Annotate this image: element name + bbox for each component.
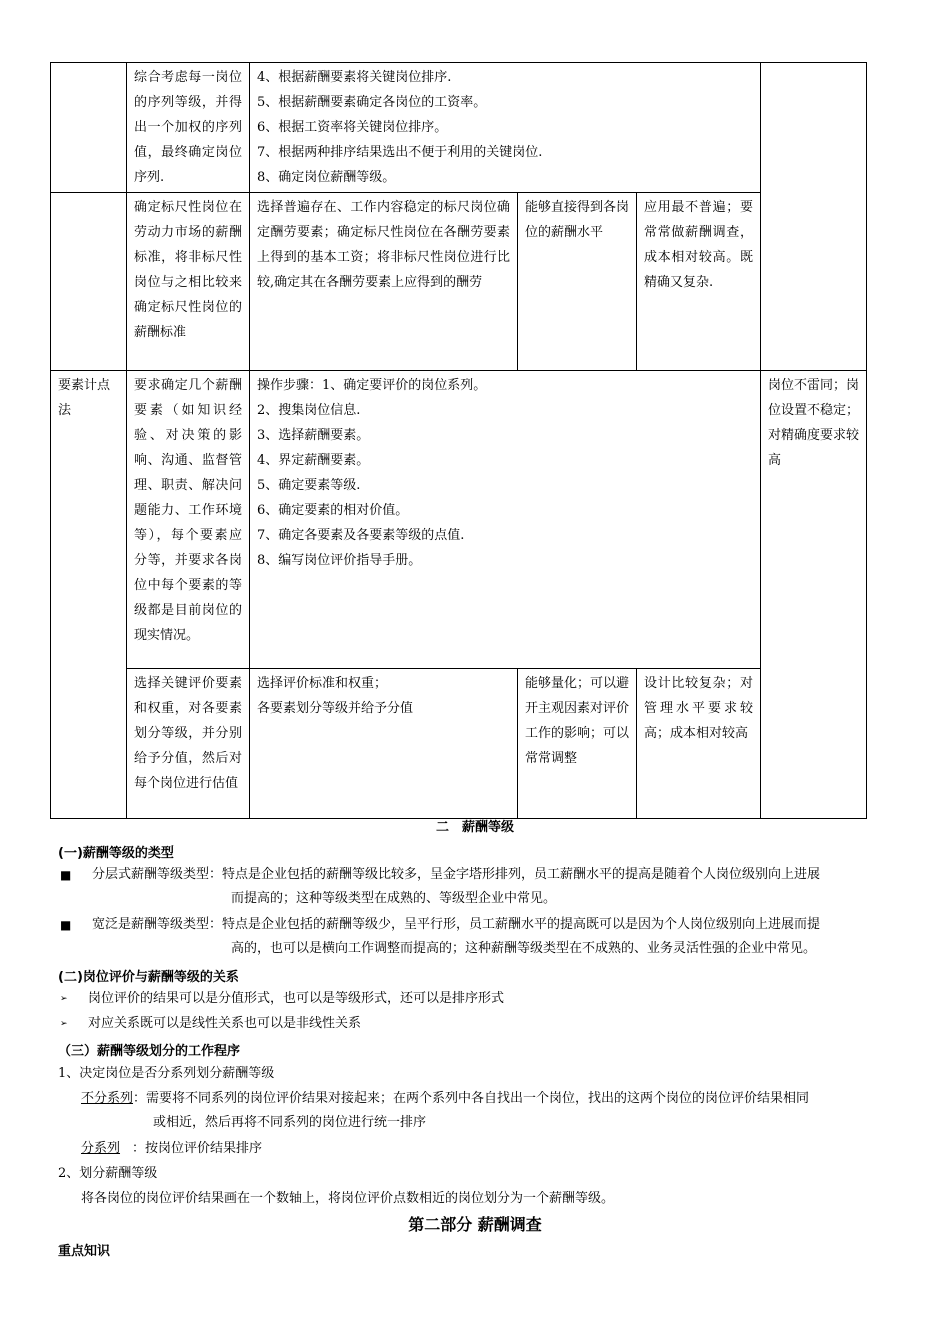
no-split-text: ：需要将不同系列的岗位评价结果对接起来；在两个系列中各自找出一个岗位，找出的这两个岗位的岗位评价结果相同 <box>133 1091 810 1106</box>
method-steps-cell: 选择普遍存在、工作内容稳定的标尺岗位确定酬劳要素；确定标尺性岗位在各酬劳要素上得到的基本工资；将非标尺性岗位进行比较,确定其在各酬劳要素上应得到的酬劳 <box>250 193 518 371</box>
disadvantages-cell: 应用最不普遍；要常常做薪酬调查，成本相对较高。既精确又复杂. <box>637 193 761 371</box>
no-split-label: 不分系列 <box>81 1091 134 1106</box>
split-label: 分系列 <box>81 1141 121 1156</box>
method-steps-cell <box>250 669 518 819</box>
step-line: 4、界定薪酬要素。 <box>257 453 370 468</box>
key-knowledge-heading: 重点知识 <box>58 1244 111 1259</box>
advantages-cell: 能够直接得到各岗位的薪酬水平 <box>518 193 637 371</box>
no-split-text-continuation: 或相近，然后再将不同系列的岗位进行统一排序 <box>153 1115 427 1130</box>
step-line: 4、根据薪酬要素将关键岗位排序. <box>257 70 452 85</box>
procedure-step-text: 将各岗位的岗位评价结果画在一个数轴上，将岗位评价点数相近的岗位划分为一个薪酬等级。 <box>81 1191 615 1206</box>
split-line <box>81 1138 262 1160</box>
procedure-step: 2、划分薪酬等级 <box>58 1166 158 1181</box>
table-row <box>51 63 867 193</box>
bullet-text: 宽泛是薪酬等级类型：特点是企业包括的薪酬等级少，呈平行形，员工薪酬水平的提高既可以是因为个人岗位级别向上进展而提 <box>92 917 821 932</box>
step-line: 3、选择薪酬要素。 <box>257 428 370 443</box>
subsection-heading: (一)薪酬等级的类型 <box>58 846 174 861</box>
step-line: 8、编写岗位评价指导手册。 <box>257 553 422 568</box>
square-bullet-icon: ■ <box>60 868 72 882</box>
job-evaluation-table <box>50 62 867 819</box>
arrow-bullet-text: 对应关系既可以是线性关系也可以是非线性关系 <box>88 1016 362 1031</box>
arrow-bullet-icon: ➢ <box>60 994 68 1004</box>
advantages-cell: 能够量化；可以避开主观因素对评价工作的影响；可以常常调整 <box>518 669 637 819</box>
step-line: 操作步骤：1、确定要评价的岗位系列。 <box>257 378 487 393</box>
disadvantages-cell: 设计比较复杂；对管理水平要求较高；成本相对较高 <box>637 669 761 819</box>
method-steps-cell <box>250 371 761 669</box>
table-row <box>51 669 867 819</box>
step-line: 7、确定各要素及各要素等级的点值. <box>257 528 465 543</box>
step-line: 5、根据薪酬要素确定各岗位的工资率。 <box>257 95 487 110</box>
arrow-bullet-text: 岗位评价的结果可以是分值形式，也可以是等级形式，还可以是排序形式 <box>88 991 505 1006</box>
step-line: 8、确定岗位薪酬等级。 <box>257 170 396 185</box>
subsection-heading: （三）薪酬等级划分的工作程序 <box>58 1044 241 1059</box>
step-line: 2、搜集岗位信息. <box>257 403 361 418</box>
part-heading: 第二部分 薪酬调查 <box>408 1215 542 1234</box>
bullet-text: 分层式薪酬等级类型：特点是企业包括的薪酬等级比较多，呈金字塔形排列，员工薪酬水平的提高是随着个人岗位级别向上进展 <box>92 867 821 882</box>
step-line: 选择评价标准和权重； <box>257 676 388 691</box>
no-split-line <box>81 1088 809 1110</box>
step-line: 6、确定要素的相对价值。 <box>257 503 409 518</box>
bullet-text-continuation: 高的，也可以是横向工作调整而提高的；这种薪酬等级类型在不成熟的、业务灵活性强的企业中常见。 <box>231 941 817 956</box>
step-line: 各要素划分等级并给予分值 <box>257 701 414 716</box>
notes-cell: 岗位不雷同；岗位设置不稳定；对精确度要求较高 <box>761 371 867 819</box>
section-heading: 二 薪酬等级 <box>435 820 514 835</box>
table-row <box>51 371 867 669</box>
subsection-heading: (二)岗位评价与薪酬等级的关系 <box>58 970 239 985</box>
method-name-cell <box>51 63 127 193</box>
step-line: 7、根据两种排序结果选出不便于利用的关键岗位. <box>257 145 543 160</box>
method-steps-cell <box>250 63 761 193</box>
procedure-step: 1、决定岗位是否分系列划分薪酬等级 <box>58 1066 275 1081</box>
bullet-text-continuation: 而提高的；这种等级类型在成熟的、等级型企业中常见。 <box>231 891 557 906</box>
method-name-cell <box>51 193 127 371</box>
method-description-cell: 确定标尺性岗位在劳动力市场的薪酬标准，将非标尺性岗位与之相比较来确定标尺性岗位的薪酬标准 <box>127 193 250 371</box>
step-line: 5、确定要素等级. <box>257 478 361 493</box>
split-text: ：按岗位评价结果排序 <box>132 1141 263 1156</box>
table-row <box>51 193 867 371</box>
method-description-cell: 选择关键评价要素和权重，对各要素划分等级，并分别给予分值，然后对每个岗位进行估值 <box>127 669 250 819</box>
method-description-cell: 要求确定几个薪酬要素（如知识经验、对决策的影响、沟通、监督管理、职责、解决问题能力、工作环境等），每个要素应分等，并要求各岗位中每个要素的等级都是目前岗位的现实情况。 <box>127 371 250 669</box>
notes-cell <box>761 63 867 371</box>
square-bullet-icon: ■ <box>60 918 72 932</box>
method-name-cell: 要素计点法 <box>51 371 127 819</box>
method-description-cell: 综合考虑每一岗位的序列等级，并得出一个加权的序列值，最终确定岗位序列. <box>127 63 250 193</box>
step-line: 6、根据工资率将关键岗位排序。 <box>257 120 448 135</box>
arrow-bullet-icon: ➢ <box>60 1019 68 1029</box>
